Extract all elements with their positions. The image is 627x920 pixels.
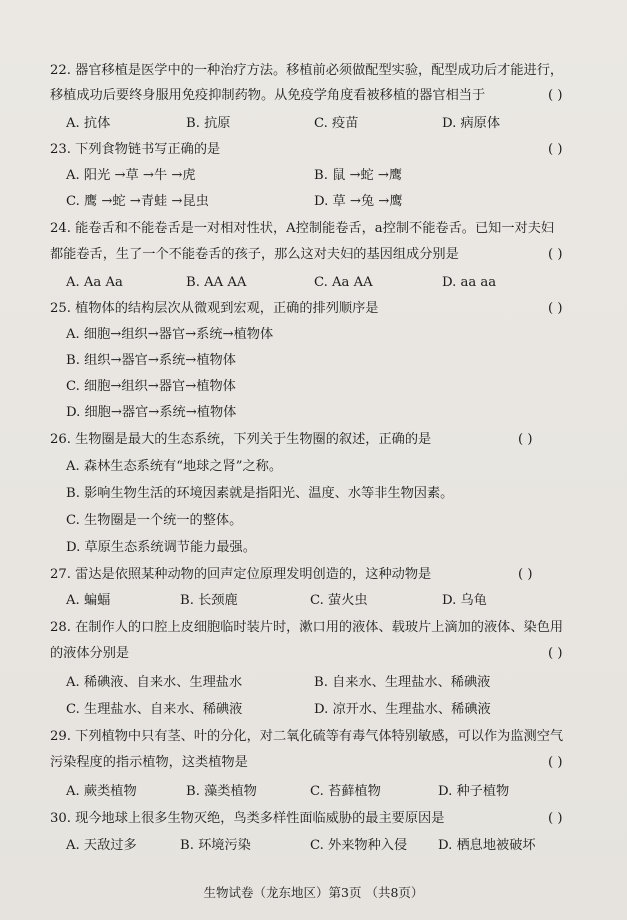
question-23-answer-blank: ( )	[548, 142, 563, 157]
question-28-option-b: B. 自来水、生理盐水、稀碘液	[314, 675, 491, 690]
question-25-option-a: A. 细胞→组织→器官→系统→植物体	[66, 327, 274, 342]
question-24-option-d: D. aa aa	[442, 275, 497, 290]
question-29-option-d: D. 种子植物	[438, 784, 510, 799]
question-26-option-d: D. 草原生态系统调节能力最强。	[66, 540, 256, 555]
question-29-line-1: 29. 下列植物中只有茎、叶的分化，对二氧化硫等有毒气体特别敏感，可以作为监测空气	[50, 729, 564, 744]
question-26-answer-blank: ( )	[518, 432, 533, 447]
question-30-option-c: C. 外来物种入侵	[310, 838, 408, 853]
question-22-option-a: A. 抗体	[66, 116, 111, 131]
question-22-option-b: B. 抗原	[186, 116, 231, 131]
question-22-line-1: 22. 器官移植是医学中的一种治疗方法。移植前必须做配型实验，配型成功后才能进行，	[50, 63, 564, 78]
question-25-option-d: D. 细胞→器官→系统→植物体	[66, 405, 237, 420]
question-24-answer-blank: ( )	[548, 247, 563, 262]
question-23-option-d: D. 草 →兔 →鹰	[314, 194, 403, 209]
question-29-option-a: A. 蕨类植物	[66, 784, 137, 799]
question-27-option-b: B. 长颈鹿	[180, 593, 238, 608]
question-26-option-b: B. 影响生物生活的环境因素就是指阳光、温度、水等非生物因素。	[66, 486, 454, 501]
question-24-option-b: B. AA AA	[186, 275, 247, 290]
question-25-option-b: B. 组织→器官→系统→植物体	[66, 353, 236, 368]
question-27-option-d: D. 乌龟	[442, 593, 487, 608]
question-22-line-2: 移植成功后要终身服用免疫抑制药物。从免疫学角度看被移植的器官相当于	[50, 88, 486, 103]
question-29-option-c: C. 苔藓植物	[310, 784, 381, 799]
question-25-option-c: C. 细胞→组织→器官→植物体	[66, 379, 236, 394]
page-footer: 生物试卷（龙东地区）第3页 （共8页）	[203, 885, 424, 900]
question-29-line-2: 污染程度的指示植物，这类植物是	[50, 755, 248, 770]
question-24-option-a: A. Aa Aa	[66, 275, 123, 290]
question-22-option-c: C. 疫苗	[314, 116, 359, 131]
question-30-line-1: 30. 现今地球上很多生物灭绝，鸟类多样性面临威胁的最主要原因是	[50, 811, 445, 826]
question-23-option-a: A. 阳光 →草 →牛 →虎	[66, 168, 196, 183]
question-26-option-a: A. 森林生态系统有“地球之肾”之称。	[66, 459, 283, 474]
question-30-option-b: B. 环境污染	[180, 838, 251, 853]
question-28-option-c: C. 生理盐水、自来水、稀碘液	[66, 702, 243, 717]
question-28-option-a: A. 稀碘液、自来水、生理盐水	[66, 675, 243, 690]
question-24-line-1: 24. 能卷舌和不能卷舌是一对相对性状，A控制能卷舌，a控制不能卷舌。已知一对夫妇	[50, 221, 555, 236]
question-23-option-c: C. 鹰 →蛇 →青蛙 →昆虫	[66, 194, 209, 209]
question-27-answer-blank: ( )	[518, 567, 533, 582]
question-28-line-1: 28. 在制作人的口腔上皮细胞临时装片时，漱口用的液体、载玻片上滴加的液体、染色用	[50, 620, 564, 635]
question-28-answer-blank: ( )	[548, 646, 563, 661]
question-30-option-d: D. 栖息地被破坏	[438, 838, 536, 853]
question-27-line-1: 27. 雷达是依照某种动物的回声定位原理发明创造的，这种动物是	[50, 567, 432, 582]
question-24-option-c: C. Aa AA	[314, 275, 373, 290]
question-25-answer-blank: ( )	[548, 301, 563, 316]
question-28-line-2: 的液体分别是	[50, 646, 130, 661]
question-26-option-c: C. 生物圈是一个统一的整体。	[66, 513, 243, 528]
question-29-answer-blank: ( )	[548, 755, 563, 770]
question-30-answer-blank: ( )	[548, 811, 563, 826]
question-24-line-2: 都能卷舌，生了一个不能卷舌的孩子，那么这对夫妇的基因组成分别是	[50, 247, 459, 262]
question-27-option-a: A. 蝙蝠	[66, 593, 111, 608]
question-23-option-b: B. 鼠 →蛇 →鹰	[314, 168, 403, 183]
question-26-line-1: 26. 生物圈是最大的生态系统，下列关于生物圈的叙述，正确的是	[50, 432, 432, 447]
question-29-option-b: B. 藻类植物	[186, 784, 257, 799]
question-27-option-c: C. 萤火虫	[310, 593, 368, 608]
question-22-answer-blank: ( )	[548, 88, 563, 103]
question-22-option-d: D. 病原体	[442, 116, 501, 131]
question-23-line-1: 23. 下列食物链书写正确的是	[50, 142, 221, 157]
question-28-option-d: D. 凉开水、生理盐水、稀碘液	[314, 702, 491, 717]
question-30-option-a: A. 天敌过多	[66, 838, 137, 853]
question-25-line-1: 25. 植物体的结构层次从微观到宏观，正确的排列顺序是	[50, 301, 379, 316]
